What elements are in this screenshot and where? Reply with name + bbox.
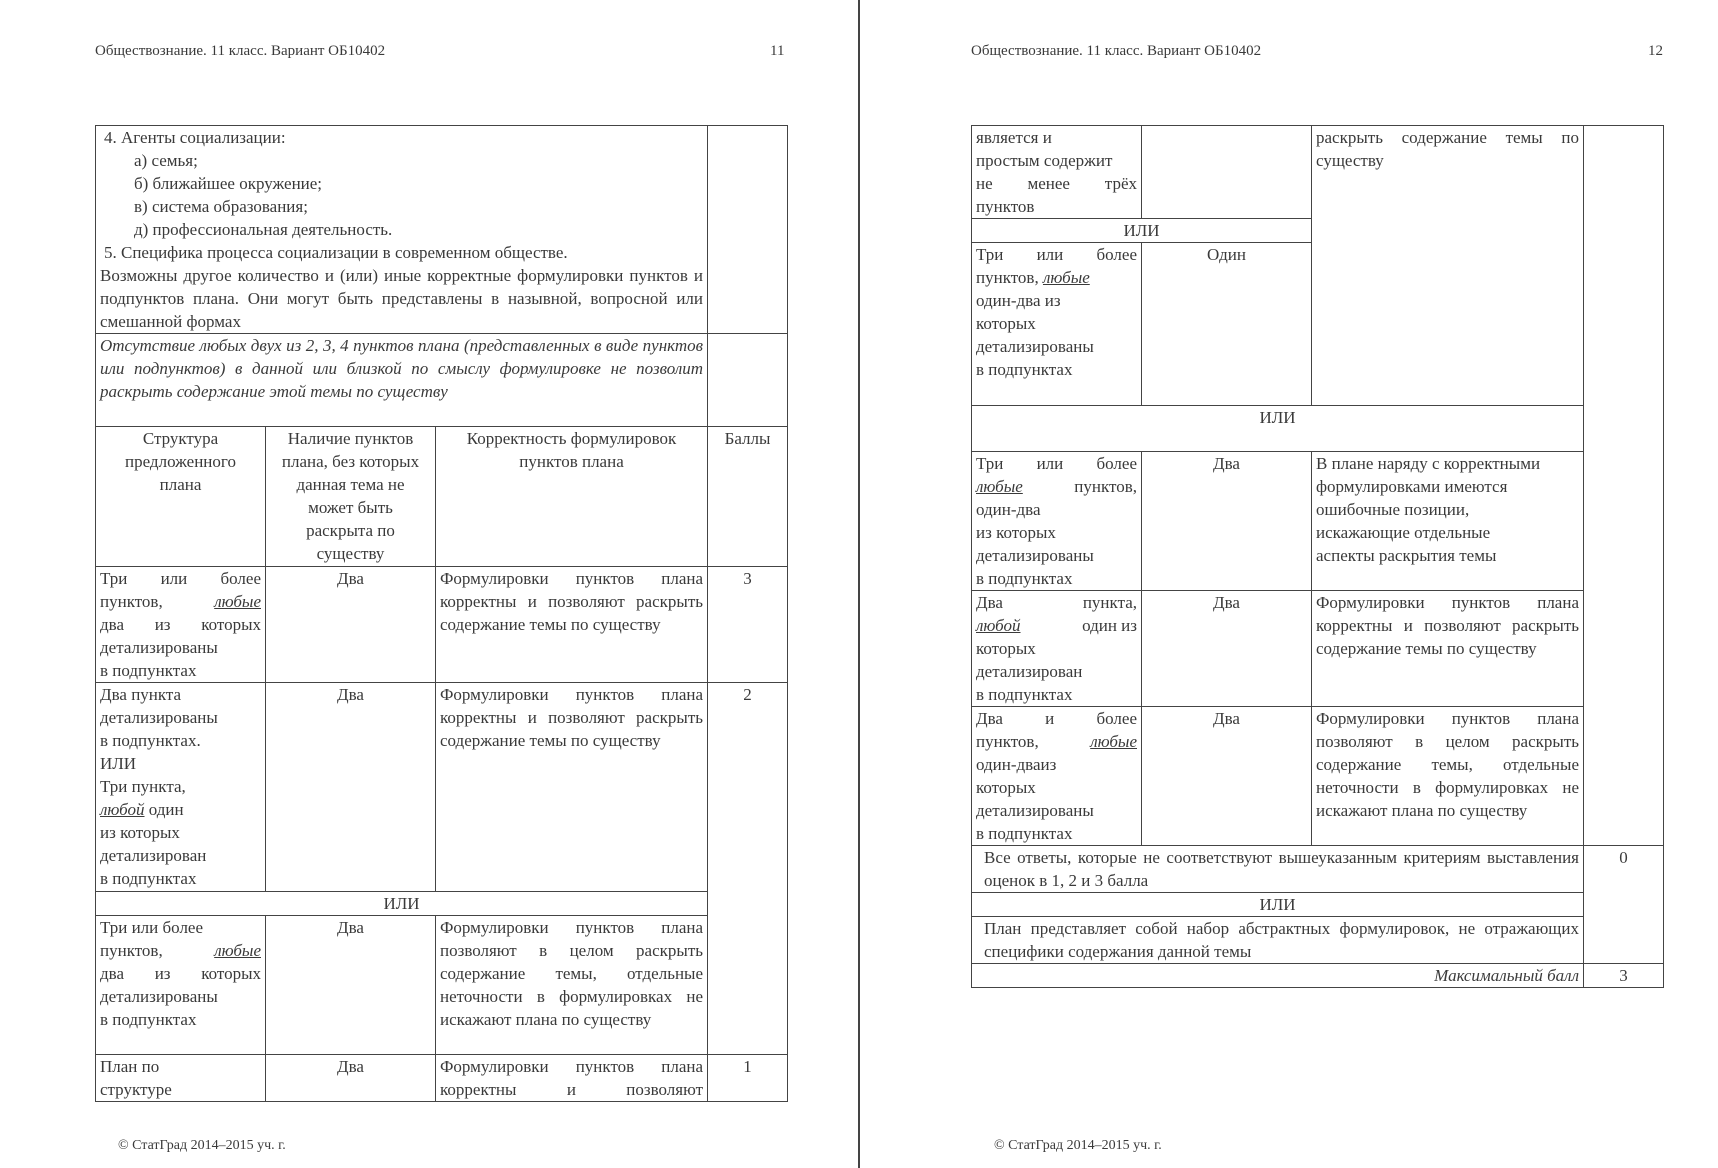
correctness-cell: Формулировки пунктов плана корректны и позволяют bbox=[436, 1055, 708, 1102]
structure-cell: Два и более пунктов, любые один-дваиз которых детализированы в подпунктах bbox=[972, 707, 1142, 846]
absence-note: Отсутствие любых двух из 2, 3, 4 пунктов плана (представленных в виде пунктов или подпунктов) в данной или близкой по смыслу формулировке не позволит раскрыть содержание этой темы по существу bbox=[96, 334, 708, 427]
correctness-cell: раскрыть содержание темы по существу bbox=[1312, 126, 1584, 406]
col-header-structure: Структура предложенного плана bbox=[96, 427, 266, 567]
max-score-row bbox=[972, 964, 1664, 988]
plan-note: Возможны другое количество и (или) иные корректные формулировки пунктов и подпунктов плана. Они могут быть представлены в назывной, вопросной или смешанной формах bbox=[100, 266, 704, 331]
presence-cell: Два bbox=[1142, 591, 1312, 707]
or-row bbox=[972, 893, 1664, 917]
score-row-2 bbox=[96, 683, 788, 892]
absence-row bbox=[96, 334, 788, 427]
cont-row bbox=[972, 126, 1664, 219]
plan-row bbox=[96, 126, 788, 334]
zero-criteria-text: Все ответы, которые не соответствуют вышеуказанным критериям выставления оценок в 1, 2 и 3 балла bbox=[972, 846, 1584, 893]
right-page bbox=[862, 0, 1718, 1168]
page-footer: © СтатГрад 2014–2015 уч. г. bbox=[118, 1138, 286, 1153]
score-cell: 3 bbox=[708, 567, 788, 683]
row-two-points bbox=[972, 591, 1664, 707]
max-score-label: Максимальный балл bbox=[972, 964, 1584, 988]
or-row bbox=[96, 892, 788, 916]
zero-score: 0 bbox=[1584, 846, 1664, 964]
page-header: Обществознание. 11 класс. Вариант ОБ10402 bbox=[95, 43, 386, 59]
or-label: ИЛИ bbox=[972, 406, 1584, 452]
score-row-1 bbox=[96, 1055, 788, 1102]
plan-line: а) семья; bbox=[134, 151, 198, 170]
col-header-presence: Наличие пунктов плана, без которых данная тема не может быть раскрыта по существу bbox=[266, 427, 436, 567]
presence-cell: Два bbox=[1142, 707, 1312, 846]
score-row-2b bbox=[96, 916, 788, 1055]
presence-cell: Два bbox=[266, 1055, 436, 1102]
score-row-3 bbox=[96, 567, 788, 683]
col-header-score: Баллы bbox=[708, 427, 788, 567]
score-cell: 2 bbox=[708, 683, 788, 1055]
presence-cell: Один bbox=[1142, 243, 1312, 406]
criteria-table-continued bbox=[971, 125, 1664, 988]
criteria-table bbox=[95, 125, 788, 1102]
left-page bbox=[0, 0, 858, 1168]
plan-line: д) профессиональная деятельность. bbox=[134, 220, 393, 239]
score-cell: 1 bbox=[708, 1055, 788, 1102]
correctness-cell: Формулировки пунктов плана корректны и позволяют раскрыть содержание темы по существу bbox=[436, 683, 708, 892]
structure-cell: Три или более любые пунктов, один-два из которых детализированы в подпунктах bbox=[972, 452, 1142, 591]
presence-cell: Два bbox=[1142, 452, 1312, 591]
presence-cell: Два bbox=[266, 683, 436, 892]
structure-cell: План по структуре bbox=[96, 1055, 266, 1102]
plan-line: б) ближайшее окружение; bbox=[134, 174, 323, 193]
column-header-row bbox=[96, 427, 788, 567]
plan-line: 5. Специфика процесса социализации в современном обществе. bbox=[104, 243, 568, 262]
row-error-positions bbox=[972, 452, 1664, 591]
structure-cell: Три или более пунктов, любые два из которых детализированы в подпунктах bbox=[96, 567, 266, 683]
page-number: 11 bbox=[770, 43, 785, 59]
correctness-cell: Формулировки пунктов плана позволяют в целом раскрыть содержание темы, отдельные неточности в формулировках не искажают плана по существу bbox=[1312, 707, 1584, 846]
or-row bbox=[972, 406, 1664, 452]
plan-cell bbox=[96, 126, 708, 334]
row-two-points-b bbox=[972, 707, 1664, 846]
or-label: ИЛИ bbox=[972, 893, 1584, 917]
structure-cell: Два пункта, любой один из которых детализирован в подпунктах bbox=[972, 591, 1142, 707]
max-score-value: 3 bbox=[1584, 964, 1664, 988]
page-header: Обществознание. 11 класс. Вариант ОБ10402 bbox=[971, 43, 1262, 59]
page-footer: © СтатГрад 2014–2015 уч. г. bbox=[994, 1138, 1162, 1153]
presence-cell: Два bbox=[266, 916, 436, 1055]
abstract-criteria-text: План представляет собой набор абстрактных формулировок, не отражающих специфики содержания данной темы bbox=[972, 917, 1584, 964]
correctness-cell: Формулировки пунктов плана корректны и позволяют раскрыть содержание темы по существу bbox=[436, 567, 708, 683]
plan-line: 4. Агенты социализации: bbox=[104, 128, 286, 147]
plan-line: в) система образования; bbox=[134, 197, 308, 216]
row-abstract bbox=[972, 917, 1664, 964]
structure-cell: является и простым содержит не менее трёх пунктов bbox=[972, 126, 1142, 219]
or-label: ИЛИ bbox=[972, 219, 1312, 243]
page-number: 12 bbox=[1648, 43, 1663, 59]
or-label: ИЛИ bbox=[96, 892, 708, 916]
structure-cell: Три или более пунктов, любые один-два из которых детализированы в подпунктах bbox=[972, 243, 1142, 406]
presence-cell: Два bbox=[266, 567, 436, 683]
correctness-cell: Формулировки пунктов плана корректны и позволяют раскрыть содержание темы по существу bbox=[1312, 591, 1584, 707]
structure-cell: Три или более пунктов, любые два из которых детализированы в подпунктах bbox=[96, 916, 266, 1055]
correctness-cell: Формулировки пунктов плана позволяют в целом раскрыть содержание темы, отдельные неточности в формулировках не искажают плана по существу bbox=[436, 916, 708, 1055]
col-header-correctness: Корректность формулировок пунктов плана bbox=[436, 427, 708, 567]
structure-cell: Два пункта детализированы в подпунктах. ИЛИ Три пункта, любой один из которых детализирован в подпунктах bbox=[96, 683, 266, 892]
row-zero bbox=[972, 846, 1664, 893]
correctness-cell: В плане наряду с корректными формулировками имеются ошибочные позиции, искажающие отдельные аспекты раскрытия темы bbox=[1312, 452, 1584, 591]
page-divider bbox=[858, 0, 860, 1168]
